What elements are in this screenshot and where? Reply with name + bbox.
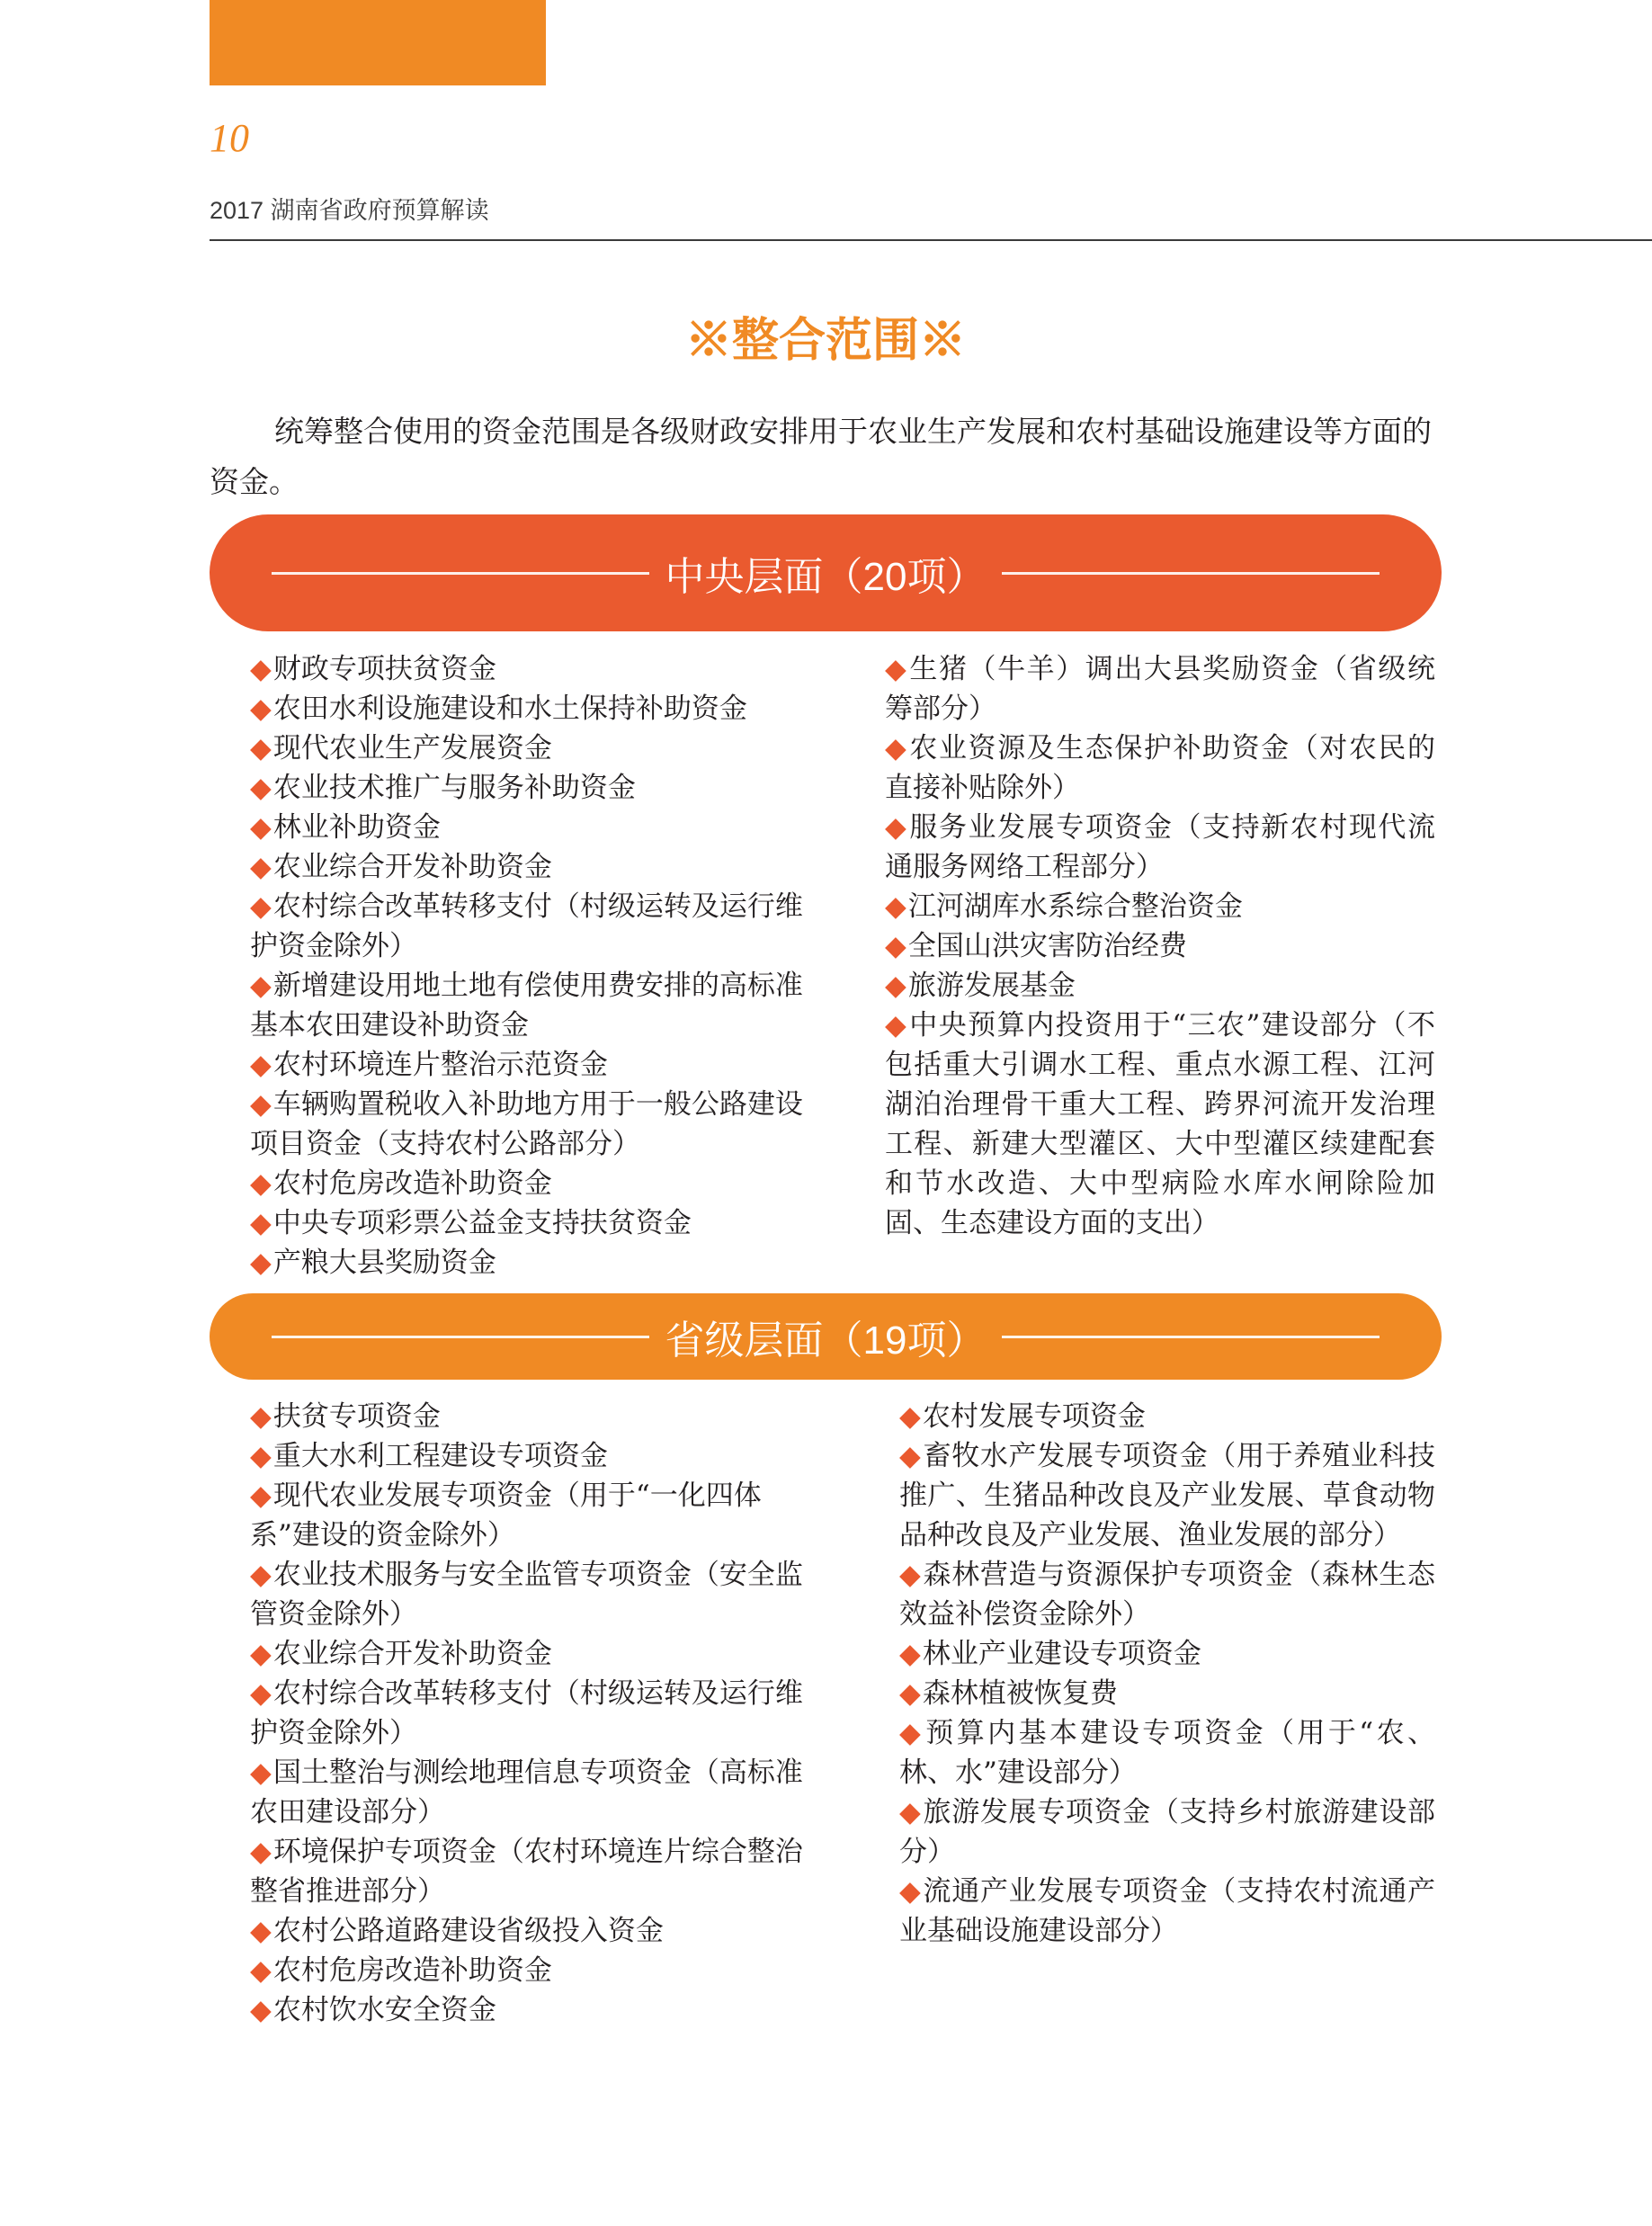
list-item xyxy=(250,1674,826,1753)
diamond-bullet-icon: ◆ xyxy=(899,1559,922,1591)
list-item-text: 农村环境连片整治示范资金 xyxy=(272,1049,608,1081)
list-item xyxy=(250,1476,826,1555)
list-item-text: 农业综合开发补助资金 xyxy=(272,1638,552,1670)
list-item xyxy=(899,1634,1435,1674)
list-item-text: 农村饮水安全资金 xyxy=(272,1994,496,2026)
list-item-text: 国土整治与测绘地理信息专项资金（高标准农田建设部分） xyxy=(250,1757,803,1828)
list-item xyxy=(885,649,1435,729)
list-item-text: 车辆购置税收入补助地方用于一般公路建设项目资金（支持农村公路部分） xyxy=(250,1088,803,1160)
diamond-bullet-icon: ◆ xyxy=(250,732,272,764)
list-item-text: 林业补助资金 xyxy=(272,811,441,844)
list-item xyxy=(899,1397,1435,1436)
diamond-bullet-icon: ◆ xyxy=(885,890,906,923)
list-item-text: 畜牧水产发展专项资金（用于养殖业科技推广、生猪品种改良及产业发展、草食动物品种改良及产业发展、渔业发展的部分） xyxy=(899,1440,1436,1551)
list-item xyxy=(885,966,1435,1006)
list-item xyxy=(250,1753,826,1832)
list-item-text: 环境保护专项资金（农村环境连片综合整治整省推进部分） xyxy=(250,1836,803,1908)
intro-paragraph: 统筹整合使用的资金范围是各级财政安排用于农业生产发展和农村基础设施建设等方面的资金。 xyxy=(210,414,1432,499)
list-item xyxy=(899,1436,1435,1555)
list-item xyxy=(250,1951,826,1990)
diamond-bullet-icon: ◆ xyxy=(899,1796,922,1828)
list-item-text: 旅游发展专项资金（支持乡村旅游建设部分） xyxy=(899,1796,1436,1868)
list-item xyxy=(250,1911,826,1951)
list-item xyxy=(250,649,826,689)
list-item-text: 产粮大县奖励资金 xyxy=(272,1247,496,1279)
list-item-text: 农村危房改造补助资金 xyxy=(272,1167,552,1200)
list-item xyxy=(250,1164,826,1203)
diamond-bullet-icon: ◆ xyxy=(250,693,272,725)
list-item-text: 农田水利设施建设和水土保持补助资金 xyxy=(272,693,747,725)
list-item-text: 旅游发展基金 xyxy=(907,970,1076,1002)
diamond-bullet-icon: ◆ xyxy=(250,811,272,844)
list-item-text: 生猪（牛羊）调出大县奖励资金（省级统筹部分） xyxy=(885,653,1435,725)
list-item xyxy=(250,1436,826,1476)
list-item xyxy=(250,689,826,729)
diamond-bullet-icon: ◆ xyxy=(250,1480,272,1512)
list-item xyxy=(250,847,826,887)
diamond-bullet-icon: ◆ xyxy=(885,930,906,962)
diamond-bullet-icon: ◆ xyxy=(250,1559,272,1591)
list-item-text: 中央专项彩票公益金支持扶贫资金 xyxy=(272,1207,692,1239)
list-item xyxy=(250,768,826,808)
list-item-text: 新增建设用地土地有偿使用费安排的高标准基本农田建设补助资金 xyxy=(250,970,803,1041)
list-item xyxy=(885,1006,1435,1243)
central-level-banner xyxy=(210,514,1442,631)
diamond-bullet-icon: ◆ xyxy=(250,1915,272,1947)
diamond-bullet-icon: ◆ xyxy=(250,970,272,1002)
list-item-text: 农业技术服务与安全监管专项资金（安全监管资金除外） xyxy=(250,1559,803,1631)
diamond-bullet-icon: ◆ xyxy=(885,811,908,844)
provincial-level-banner xyxy=(210,1293,1442,1380)
list-item-text: 流通产业发展专项资金（支持农村流通产业基础设施建设部分） xyxy=(899,1875,1436,1947)
list-item xyxy=(250,1243,826,1283)
diamond-bullet-icon: ◆ xyxy=(250,890,272,923)
list-item xyxy=(250,1203,826,1243)
list-item xyxy=(899,1713,1435,1792)
provincial-left-list xyxy=(250,1397,826,2030)
list-item xyxy=(250,729,826,768)
list-item-text: 农业技术推广与服务补助资金 xyxy=(272,772,636,804)
diamond-bullet-icon: ◆ xyxy=(899,1638,921,1670)
diamond-bullet-icon: ◆ xyxy=(885,970,906,1002)
diamond-bullet-icon: ◆ xyxy=(250,1836,272,1868)
list-item-text: 农业综合开发补助资金 xyxy=(272,851,552,883)
list-item-text: 农村发展专项资金 xyxy=(922,1400,1146,1433)
diamond-bullet-icon: ◆ xyxy=(250,1638,272,1670)
diamond-bullet-icon: ◆ xyxy=(250,1677,272,1710)
diamond-bullet-icon: ◆ xyxy=(250,772,272,804)
list-item-text: 现代农业发展专项资金（用于“一化四体系”建设的资金除外） xyxy=(250,1480,762,1551)
list-item xyxy=(250,1634,826,1674)
section-title: ※整合范围※ xyxy=(684,313,966,368)
list-item-text: 重大水利工程建设专项资金 xyxy=(272,1440,608,1472)
banner-rule-right xyxy=(1002,1336,1380,1338)
diamond-bullet-icon: ◆ xyxy=(250,1247,272,1279)
diamond-bullet-icon: ◆ xyxy=(899,1717,924,1749)
list-item xyxy=(250,1832,826,1911)
list-item xyxy=(250,808,826,847)
diamond-bullet-icon: ◆ xyxy=(250,1049,272,1081)
diamond-bullet-icon: ◆ xyxy=(250,653,272,685)
list-item xyxy=(899,1555,1435,1634)
diamond-bullet-icon: ◆ xyxy=(899,1875,922,1908)
list-item xyxy=(885,887,1435,926)
list-item xyxy=(250,1397,826,1436)
diamond-bullet-icon: ◆ xyxy=(899,1440,922,1472)
list-item xyxy=(885,926,1435,966)
banner-rule-left xyxy=(272,572,649,575)
diamond-bullet-icon: ◆ xyxy=(250,1088,272,1121)
list-item-text: 江河湖库水系综合整治资金 xyxy=(907,890,1243,923)
list-item-text: 农村综合改革转移支付（村级运转及运行维护资金除外） xyxy=(250,890,803,962)
list-item-text: 森林营造与资源保护专项资金（森林生态效益补偿资金除外） xyxy=(899,1559,1436,1631)
diamond-bullet-icon: ◆ xyxy=(250,1757,272,1789)
list-item-text: 农村综合改革转移支付（村级运转及运行维护资金除外） xyxy=(250,1677,803,1749)
diamond-bullet-icon: ◆ xyxy=(250,1954,272,1987)
diamond-bullet-icon: ◆ xyxy=(250,1167,272,1200)
list-item-text: 农村危房改造补助资金 xyxy=(272,1954,552,1987)
banner-rule-right xyxy=(1002,572,1380,575)
diamond-bullet-icon: ◆ xyxy=(250,1994,272,2026)
list-item xyxy=(250,1085,826,1164)
diamond-bullet-icon: ◆ xyxy=(899,1677,921,1710)
list-item-text: 扶贫专项资金 xyxy=(272,1400,441,1433)
banner-rule-left xyxy=(272,1336,649,1338)
page-number: 10 xyxy=(210,116,249,160)
list-item xyxy=(250,1555,826,1634)
provincial-level-heading: 省级层面（19项） xyxy=(665,1319,987,1363)
central-level-heading: 中央层面（20项） xyxy=(665,555,987,599)
diamond-bullet-icon: ◆ xyxy=(250,1207,272,1239)
diamond-bullet-icon: ◆ xyxy=(250,851,272,883)
list-item-text: 中央预算内投资用于“三农”建设部分（不包括重大引调水工程、重点水源工程、江河湖泊治理骨干重大工程、跨界河流开发治理工程、新建大型灌区、大中型灌区续建配套和节水改造、大中型病险水库水闸除险加固、生态建设方面的支出） xyxy=(885,1009,1435,1239)
list-item xyxy=(250,1045,826,1085)
list-item-text: 服务业发展专项资金（支持新农村现代流通服务网络工程部分） xyxy=(885,811,1435,883)
list-item-text: 现代农业生产发展资金 xyxy=(272,732,552,764)
list-item xyxy=(250,1990,826,2030)
central-right-list xyxy=(885,649,1435,1243)
list-item xyxy=(885,808,1435,887)
diamond-bullet-icon: ◆ xyxy=(899,1400,921,1433)
list-item-text: 农业资源及生态保护补助资金（对农民的直接补贴除外） xyxy=(885,732,1435,804)
central-left-list xyxy=(250,649,826,1283)
list-item xyxy=(899,1792,1435,1872)
list-item-text: 全国山洪灾害防治经费 xyxy=(907,930,1187,962)
diamond-bullet-icon: ◆ xyxy=(250,1400,272,1433)
header-divider xyxy=(210,239,1652,241)
list-item-text: 预算内基本建设专项资金（用于“农、林、水”建设部分） xyxy=(899,1717,1435,1789)
diamond-bullet-icon: ◆ xyxy=(885,1009,908,1041)
list-item-text: 森林植被恢复费 xyxy=(922,1677,1118,1710)
diamond-bullet-icon: ◆ xyxy=(250,1440,272,1472)
list-item-text: 财政专项扶贫资金 xyxy=(272,653,496,685)
list-item xyxy=(885,729,1435,808)
list-item xyxy=(899,1674,1435,1713)
list-item-text: 农村公路道路建设省级投入资金 xyxy=(272,1915,664,1947)
diamond-bullet-icon: ◆ xyxy=(885,732,908,764)
diamond-bullet-icon: ◆ xyxy=(885,653,908,685)
list-item-text: 林业产业建设专项资金 xyxy=(922,1638,1201,1670)
top-color-tab xyxy=(210,0,546,85)
list-item xyxy=(250,887,826,966)
provincial-right-list xyxy=(899,1397,1435,1951)
running-header: 2017 湖南省政府预算解读 xyxy=(210,197,489,224)
list-item xyxy=(250,966,826,1045)
list-item xyxy=(899,1872,1435,1951)
